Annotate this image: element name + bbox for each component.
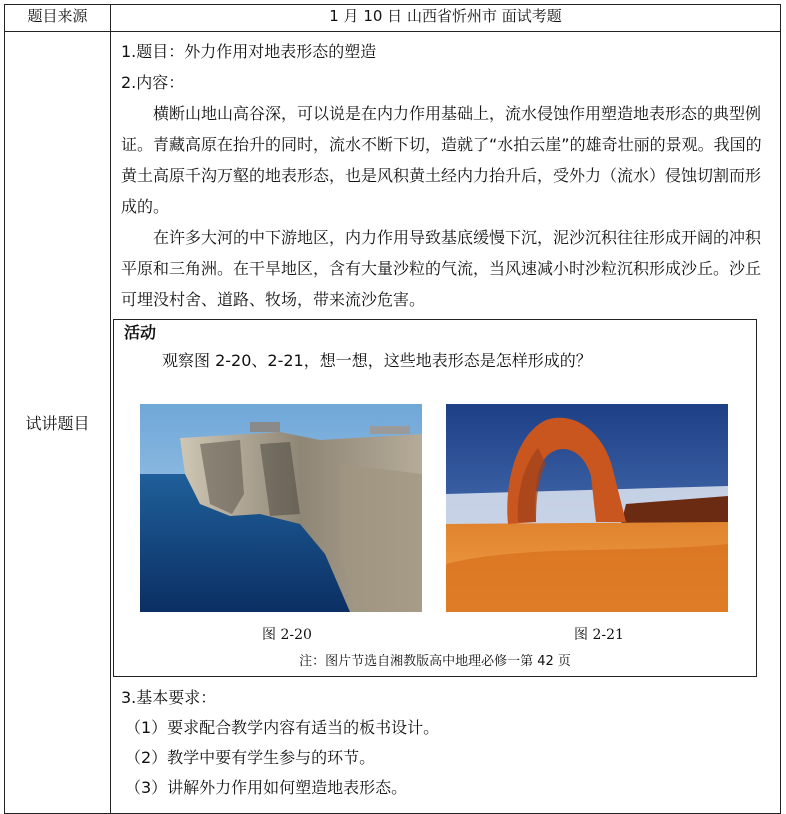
source-label: 题目来源 (5, 5, 111, 32)
source-value: 1 月 10 日 山西省忻州市 面试考题 (111, 5, 781, 32)
content-label: 2.内容： (121, 73, 185, 92)
header-row (5, 5, 781, 32)
requirement-item-3: （3）讲解外力作用如何塑造地表形态。 (125, 778, 408, 797)
requirement-item-2: （2）教学中要有学生参与的环节。 (125, 748, 376, 767)
requirements (121, 683, 770, 803)
figure-caption-2: 图 2-21 (574, 627, 624, 643)
paragraph-1: 横断山地山高谷深，可以说是在内力作用基础上，流水侵蚀作用塑造地表形态的典型例证。青藏高原在抬升的同时，流水不断下切，造就了“水拍云崖”的雄奇壮丽的景观。我国的黄土高原千沟万壑的地表形态，也是风积黄土经内力抬升后，受外力（流水）侵蚀切割而形成的。 (121, 104, 762, 216)
requirements-heading: 3.基本要求： (121, 688, 217, 707)
sea-cliff-photo (140, 404, 422, 612)
activity-question: 观察图 2-20、2-21，想一想，这些地表形态是怎样形成的？ (162, 351, 592, 370)
activity-title: 活动 (124, 323, 157, 342)
activity-box (113, 319, 757, 677)
figure-caption-1: 图 2-20 (262, 627, 312, 643)
topic-row (5, 32, 781, 814)
rock-arch-photo (446, 404, 728, 612)
exam-table (4, 4, 781, 814)
content-cell (111, 32, 781, 814)
row-label: 试讲题目 (5, 32, 111, 814)
topic-title: 1.题目：外力作用对地表形态的塑造 (121, 42, 377, 61)
requirement-item-1: （1）要求配合教学内容有适当的板书设计。 (125, 718, 440, 737)
paragraph-2: 在许多大河的中下游地区，内力作用导致基底缓慢下沉，泥沙沉积往往形成开阔的冲积平原和三角洲。在干旱地区，含有大量沙粒的气流，当风速减小时沙粒沉积形成沙丘。沙丘可埋没村舍、道路、牧场，带来流沙危害。 (121, 228, 762, 309)
source-note: 注：图片节选自湘教版高中地理必修一第 42 页 (299, 654, 571, 669)
